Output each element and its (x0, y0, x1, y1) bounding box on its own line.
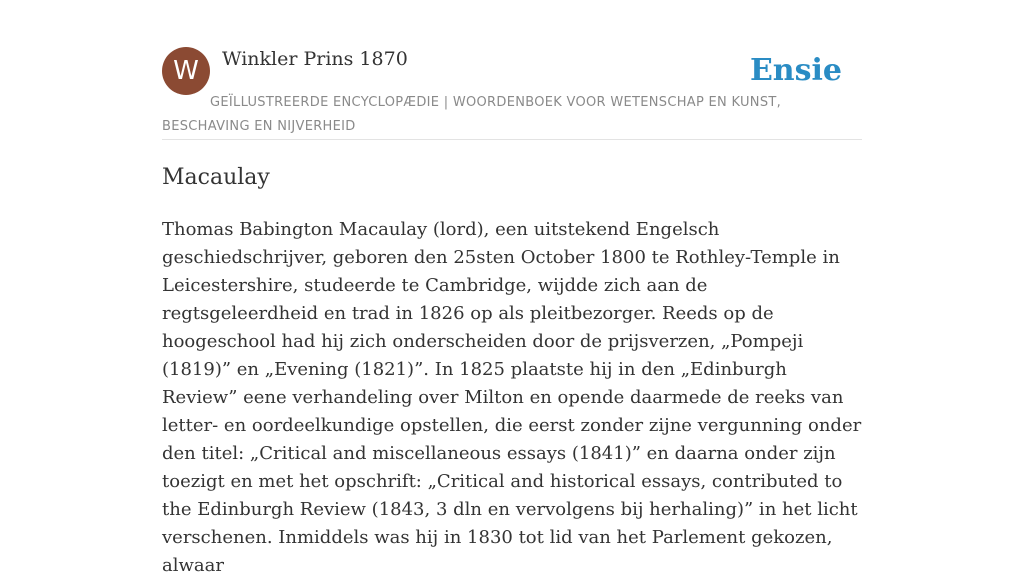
avatar[interactable]: W (162, 47, 210, 95)
source-subtitle: GEÏLLUSTREERDE ENCYCLOPÆDIE | WOORDENBOEK VOOR WETENSCHAP EN KUNST, BESCHAVING EN NIJVERHEID (162, 95, 782, 134)
article-title: Macaulay (162, 165, 270, 190)
ensie-logo[interactable]: Ensie (749, 53, 842, 88)
source-header (162, 47, 862, 140)
source-title[interactable]: Winkler Prins 1870 (222, 48, 408, 70)
article-body: Thomas Babington Macaulay (lord), een uitstekend Engelsch geschiedschrijver, geboren den 25sten October 1800 te Rothley-Temple in Leicestershire, studeerde te Cambridge, wijdde zich aan de regtsgeleerdheid en trad in 1826 op als pleitbezorger. Reeds op de hoogeschool had hij zich onderscheiden door de prijsverzen, „Pompeji (1819)” en „Evening (1821)”. In 1825 plaatste hij in den „Edinburgh Review” eene verhandeling over Milton en opende daarmede de reeks van letter- en oordeelkundige opstellen, die eerst zonder zijne vergunning onder den titel: „Critical and miscellaneous essays (1841)” en daarna onder zijn toezigt en met het opschrift: „Critical and historical essays, contributed to the Edinburgh Review (1843, 3 dln en vervolgens bij herhaling)” in het licht verschenen. Inmiddels was hij in 1830 tot lid van het Parlement gekozen, alwaar (162, 219, 862, 576)
